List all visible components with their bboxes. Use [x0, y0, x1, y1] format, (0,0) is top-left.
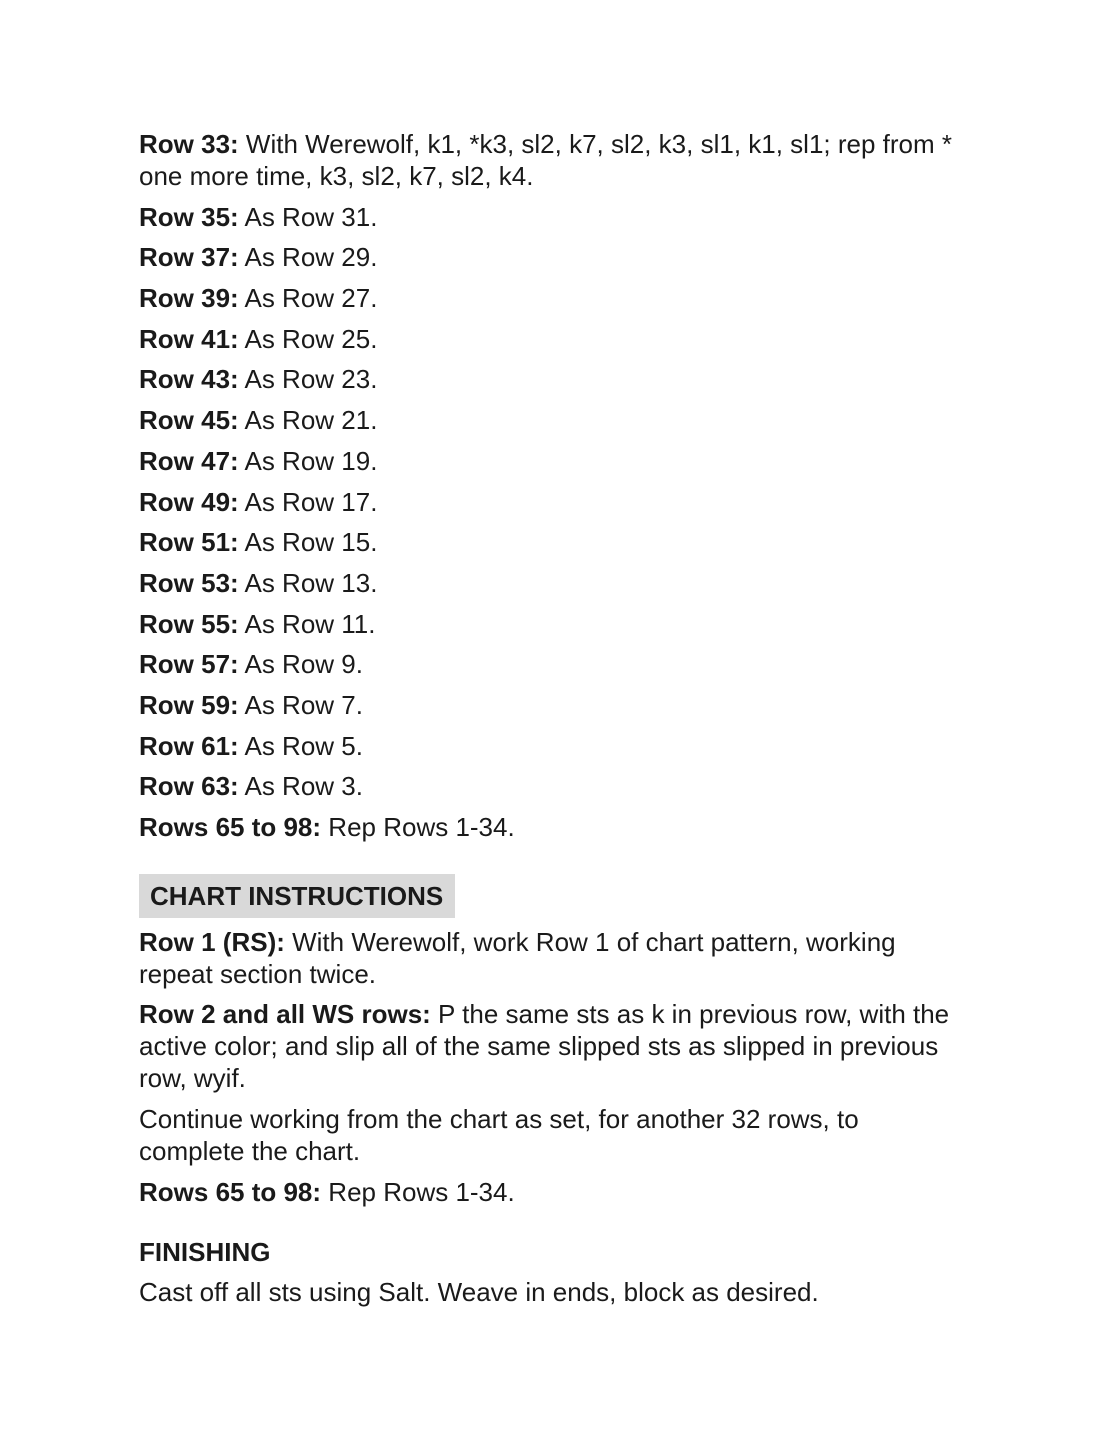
row-label: Rows 65 to 98: [139, 812, 322, 842]
row-text: As Row 29. [238, 242, 378, 273]
row-text: As Row 13. [238, 567, 378, 598]
row-label: Row 53: [139, 567, 239, 598]
row-text: As Row 23. [238, 364, 378, 395]
row-text: As Row 7. [238, 689, 363, 720]
row-instruction [139, 201, 959, 233]
row-instruction [139, 363, 959, 395]
row-instruction [139, 526, 959, 558]
row-label: Row 1 (RS): [139, 926, 285, 957]
row-instruction [139, 811, 959, 843]
row-label: Row 39: [139, 283, 239, 314]
row-label: Row 63: [139, 771, 239, 802]
row-instruction [139, 689, 959, 721]
row-label: Row 37: [139, 242, 239, 273]
row-instruction [139, 648, 959, 680]
row-text: As Row 9. [238, 649, 363, 680]
row-label: Row 55: [139, 608, 239, 639]
row-text: As Row 5. [238, 730, 363, 761]
chart-continue: Continue working from the chart as set, for another 32 rows, to complete the chart. [139, 1104, 859, 1167]
row-text: As Row 27. [238, 283, 378, 314]
row-text: With Werewolf, work Row 1 of chart pattern, working repeat section twice. [139, 926, 896, 989]
row-instruction [139, 128, 959, 192]
chart-repeat [139, 1176, 959, 1208]
chart-row-1 [139, 926, 959, 990]
row-instruction [139, 323, 959, 355]
row-label: Row 35: [139, 201, 239, 232]
row-label: Row 61: [139, 730, 239, 761]
row-label: Row 41: [139, 323, 239, 354]
row-label: Row 51: [139, 527, 239, 558]
row-text: As Row 31. [238, 201, 378, 232]
chart-instructions-heading: CHART INSTRUCTIONS [139, 874, 455, 918]
row-text: As Row 21. [238, 405, 378, 436]
row-label: Row 47: [139, 445, 239, 476]
row-text: As Row 19. [238, 445, 378, 476]
row-text: As Row 25. [238, 323, 378, 354]
row-instructions [139, 128, 959, 843]
chart-row-2 [139, 998, 959, 1094]
row-label: Row 45: [139, 405, 239, 436]
row-label: Rows 65 to 98: [139, 1176, 322, 1207]
row-text: Rep Rows 1-34. [321, 1176, 515, 1207]
finishing-text: Cast off all sts using Salt. Weave in ends, block as desired. [139, 1276, 819, 1307]
row-text: As Row 17. [238, 486, 378, 517]
row-instruction [139, 567, 959, 599]
row-label: Row 2 and all WS rows: [139, 999, 431, 1030]
chart-instructions [139, 926, 959, 1208]
row-instruction [139, 404, 959, 436]
row-label: Row 57: [139, 649, 239, 680]
row-label: Row 33: [139, 129, 239, 159]
row-text: P the same sts as k in previous row, with the active color; and slip all of the same slipped sts as slipped in previous row, wyif. [139, 999, 950, 1094]
row-instruction [139, 608, 959, 640]
row-instruction [139, 282, 959, 314]
row-label: Row 59: [139, 689, 239, 720]
row-label: Row 43: [139, 364, 239, 395]
row-label: Row 49: [139, 486, 239, 517]
row-instruction [139, 486, 959, 518]
row-text: Rep Rows 1-34. [321, 812, 515, 842]
row-instruction [139, 770, 959, 802]
row-text: As Row 3. [238, 771, 363, 802]
finishing-heading: FINISHING [139, 1236, 271, 1267]
row-text: With Werewolf, k1, *k3, sl2, k7, sl2, k3, sl1, k1, sl1; rep from * one more time, k3, sl2, k7, sl2, k4. [139, 129, 952, 191]
row-text: As Row 11. [238, 608, 376, 639]
row-text: As Row 15. [238, 527, 378, 558]
pattern-page [139, 128, 959, 1316]
row-instruction [139, 445, 959, 477]
row-instruction [139, 241, 959, 273]
row-instruction [139, 730, 959, 762]
